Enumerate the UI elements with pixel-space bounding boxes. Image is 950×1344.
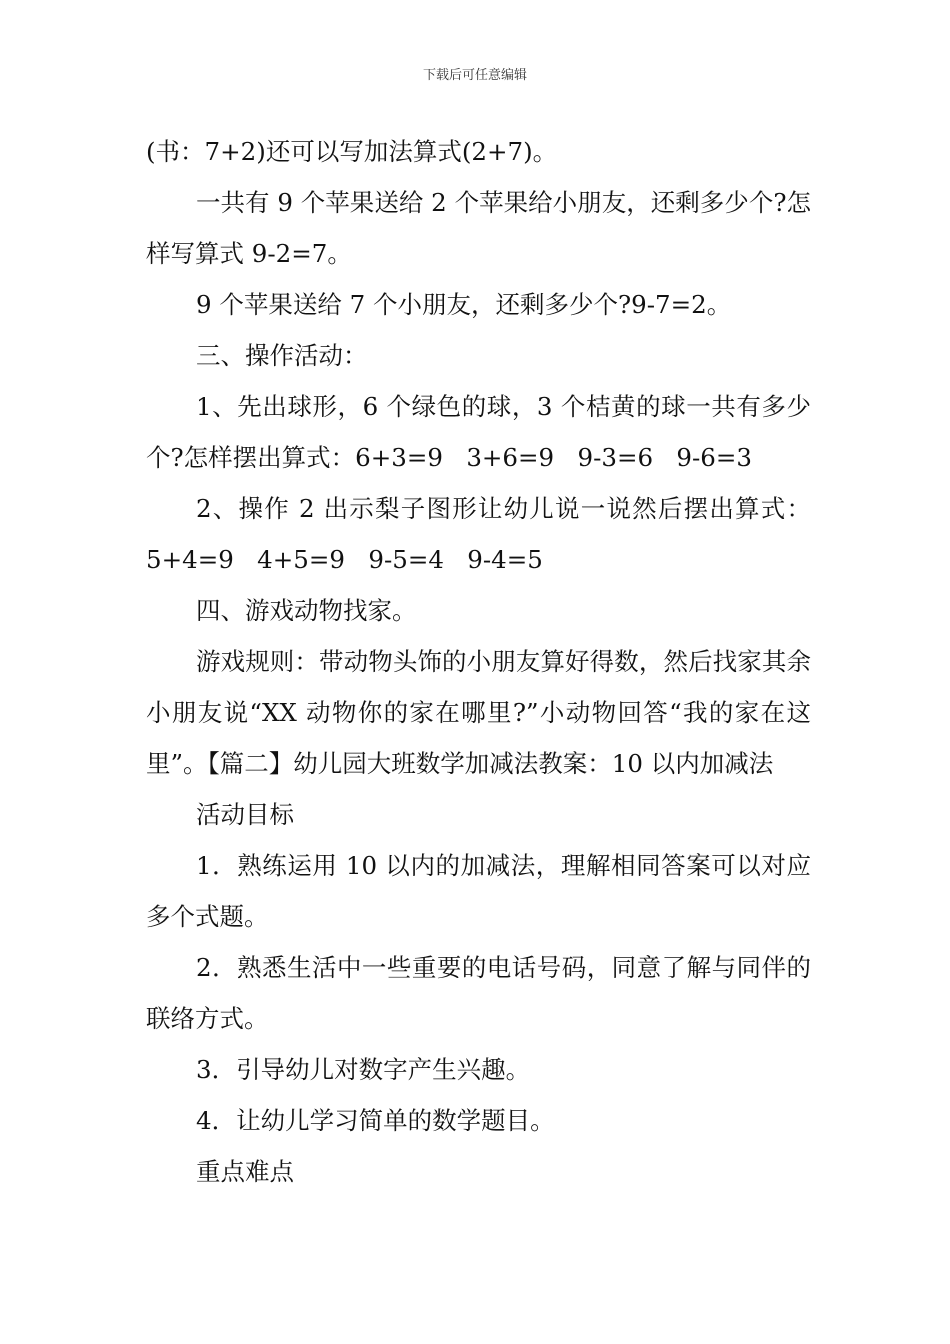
paragraph: (书：7+2)还可以写加法算式(2+7)。 bbox=[146, 137, 558, 166]
section-heading: 三、操作活动： bbox=[196, 341, 368, 370]
page-header: 下载后可任意编辑 bbox=[422, 68, 527, 83]
list-item: 2．熟悉生活中一些重要的电话号码，同意了解与同伴的联络方式。 bbox=[146, 953, 811, 1033]
list-item: 3．引导幼儿对数字产生兴趣。 bbox=[196, 1055, 531, 1084]
paragraph: 游戏规则：带动物头饰的小朋友算好得数，然后找家其余小朋友说“XX 动物你的家在哪里?”小动物回答“我的家在这里”。【篇二】幼儿园大班数学加减法教案：10 以内加减法 bbox=[146, 647, 811, 778]
list-item: 4．让幼儿学习简单的数学题目。 bbox=[196, 1106, 555, 1135]
section-heading: 四、游戏动物找家。 bbox=[196, 596, 417, 625]
section-heading: 活动目标 bbox=[196, 800, 294, 829]
list-item: 1．熟练运用 10 以内的加减法，理解相同答案可以对应多个式题。 bbox=[146, 851, 811, 931]
document-body bbox=[146, 126, 811, 1197]
paragraph: 1、先出球形，6 个绿色的球，3 个桔黄的球一共有多少个?怎样摆出算式：6+3=9 3+6=9 9-3=6 9-6=3 bbox=[146, 392, 811, 472]
paragraph: 2、操作 2 出示梨子图形让幼儿说一说然后摆出算式：5+4=9 4+5=9 9-5=4 9-4=5 bbox=[146, 494, 811, 574]
section-heading: 重点难点 bbox=[196, 1157, 294, 1186]
paragraph: 9 个苹果送给 7 个小朋友，还剩多少个?9-7=2。 bbox=[196, 290, 732, 319]
paragraph: 一共有 9 个苹果送给 2 个苹果给小朋友，还剩多少个?怎样写算式 9-2=7。 bbox=[146, 188, 811, 268]
